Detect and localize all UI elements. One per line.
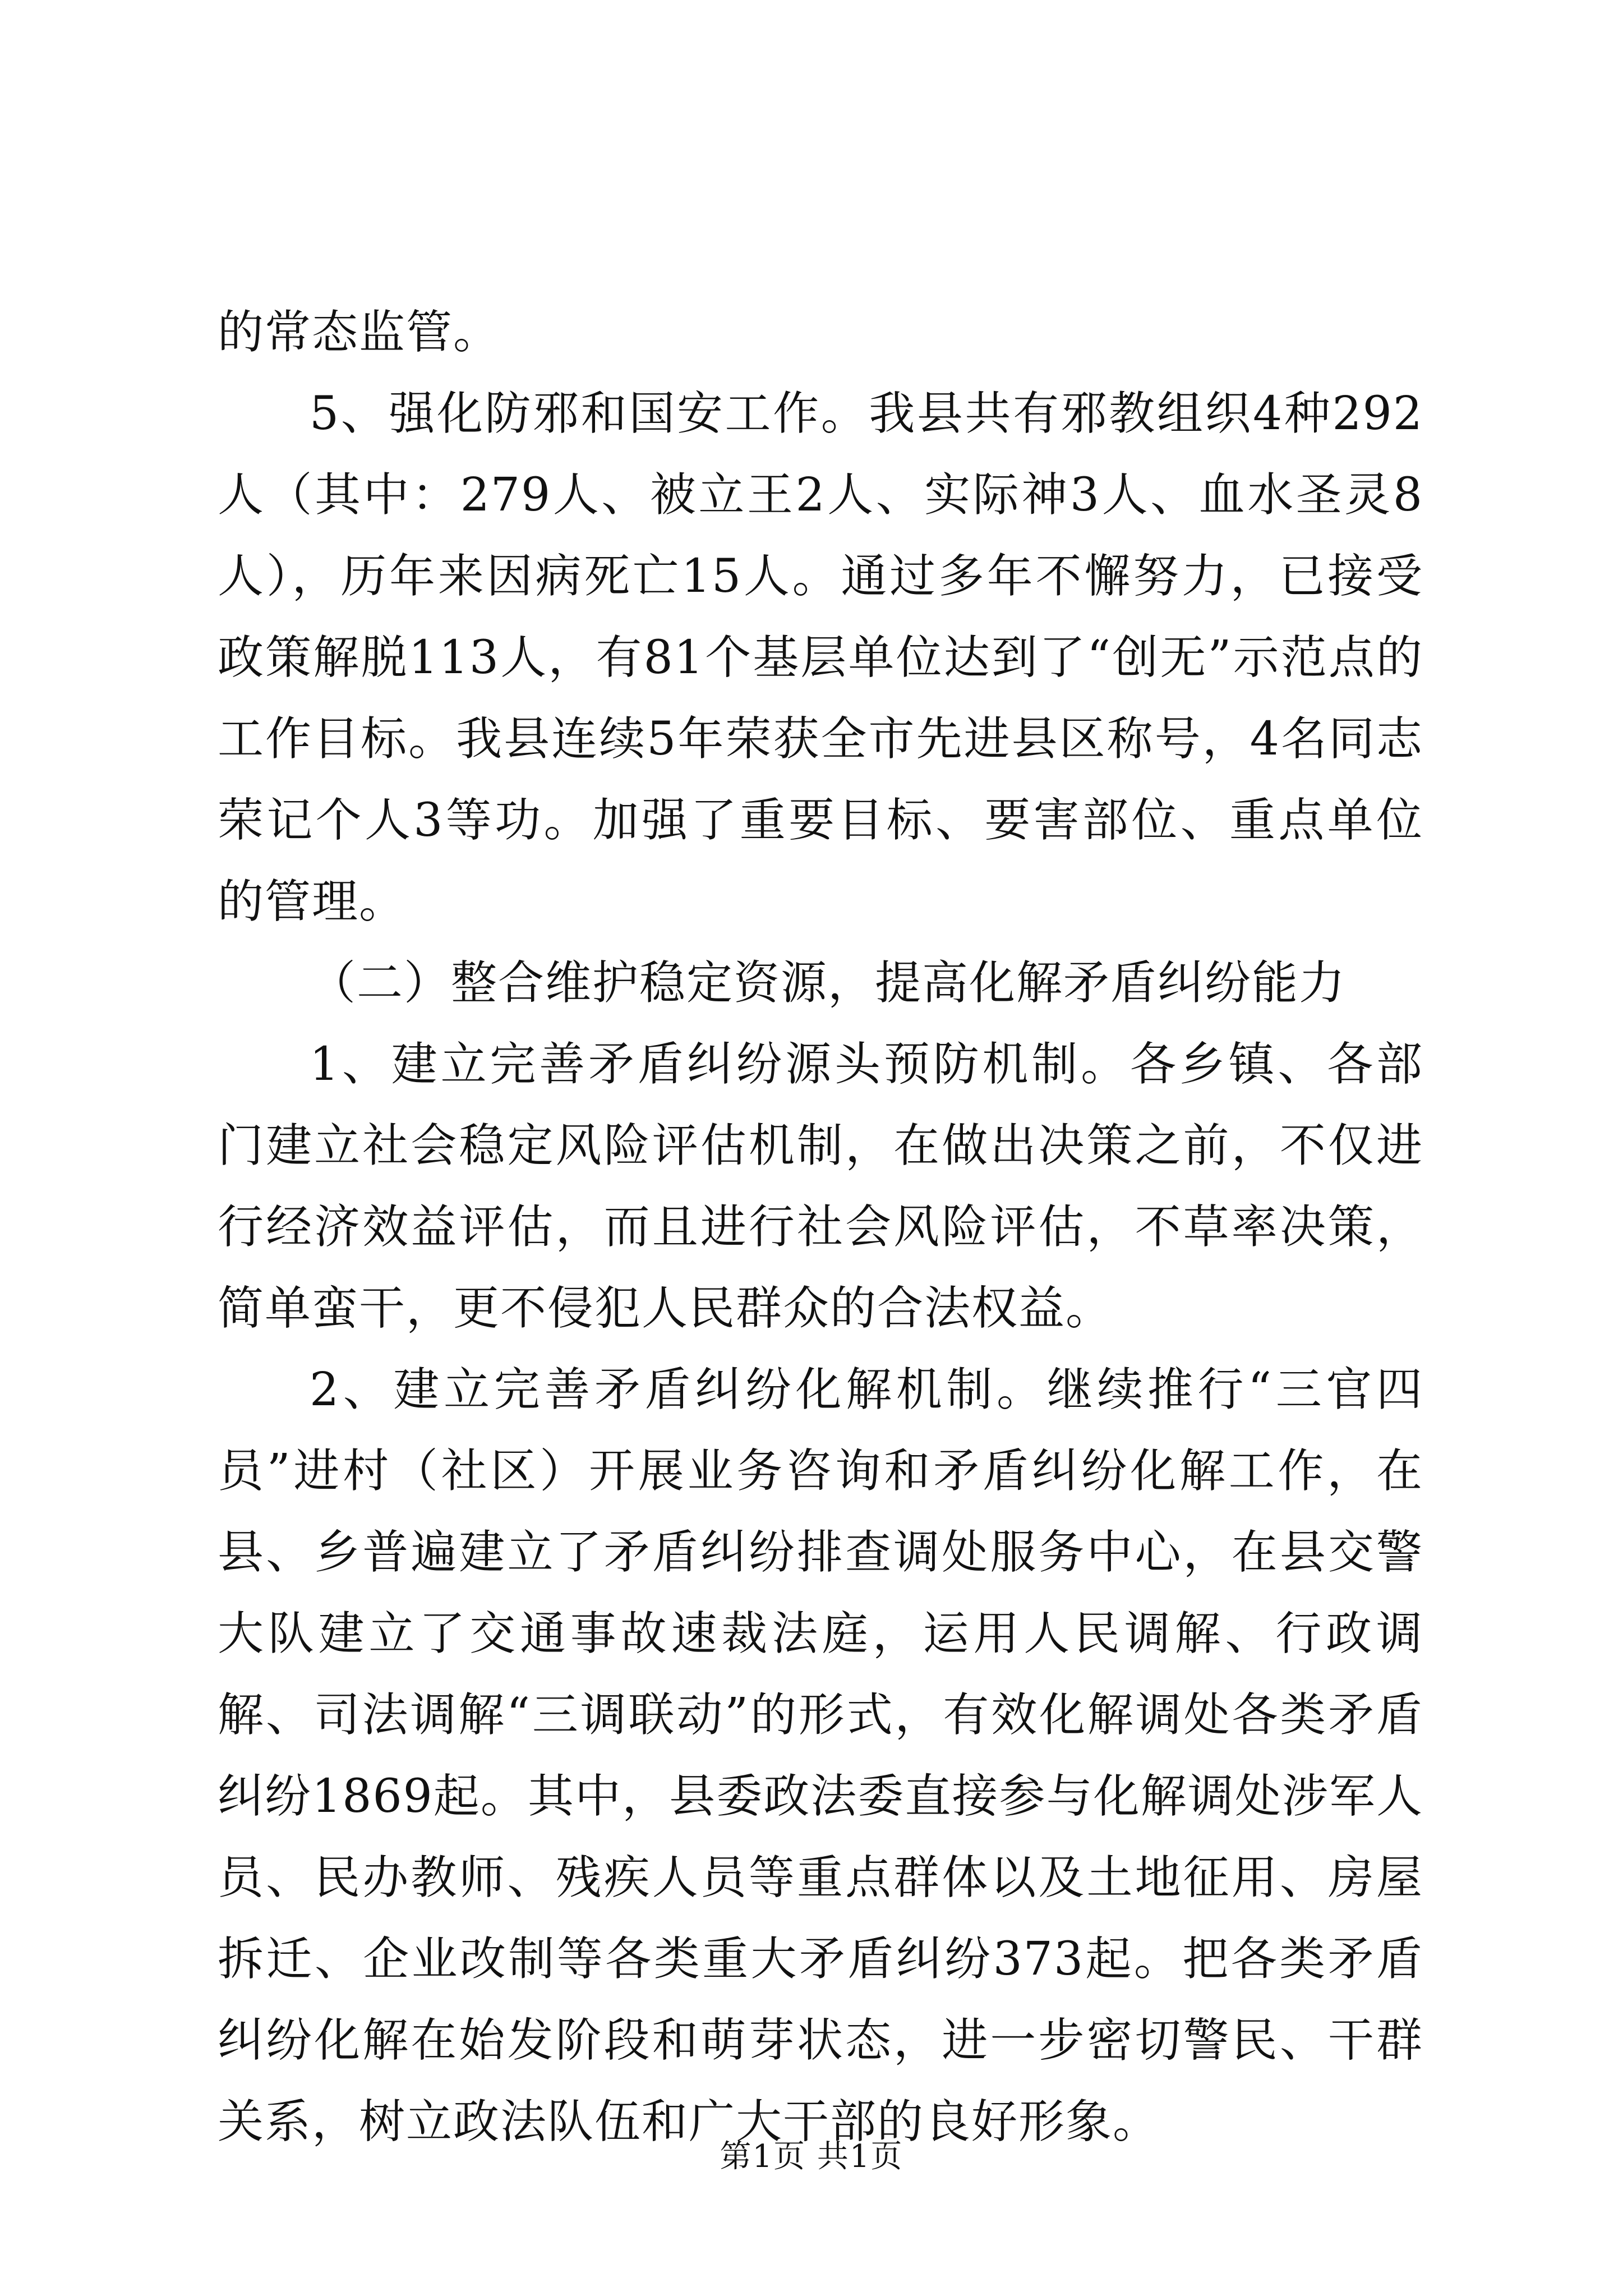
paragraph-continuation: 的常态监管。 [218,306,501,359]
page-number: 第1页 共1页 [720,2138,903,2175]
section-heading: （二）整合维护稳定资源，提高化解矛盾纠纷能力 [310,956,1347,1010]
document-body [218,292,1423,2162]
page-footer [0,2132,1623,2177]
paragraph-resolution-mechanism: 2、建立完善矛盾纠纷化解机制。继续推行“三官四员”进村（社区）开展业务咨询和矛盾纠纷化解工作，在县、乡普遍建立了矛盾纠纷排查调处服务中心，在县交警大队建立了交通事故速裁法庭，运用人民调解、行政调解、司法调解“三调联动”的形式，有效化解调处各类矛盾纠纷1869起。其中，县委政法委直接参与化解调处涉军人员、民办教师、残疾人员等重点群体以及土地征用、房屋拆迁、企业改制等各类重大矛盾纠纷373起。把各类矛盾纠纷化解在始发阶段和萌芽状态，进一步密切警民、干群关系，树立政法队伍和广大干部的良好形象。 [218,1363,1423,2148]
paragraph-prevention-mechanism: 1、建立完善矛盾纠纷源头预防机制。各乡镇、各部门建立社会稳定风险评估机制，在做出决策之前，不仅进行经济效益评估，而且进行社会风险评估，不草率决策，简单蛮干，更不侵犯人民群众的合法权益。 [218,1038,1423,1335]
paragraph-anti-cult-security: 5、强化防邪和国安工作。我县共有邪教组织4种292人（其中：279人、被立王2人、实际神3人、血水圣灵8人），历年来因病死亡15人。通过多年不懈努力，已接受政策解脱113人，有81个基层单位达到了“创无”示范点的工作目标。我县连续5年荣获全市先进县区称号，4名同志荣记个人3等功。加强了重要目标、要害部位、重点单位的管理。 [218,387,1423,928]
